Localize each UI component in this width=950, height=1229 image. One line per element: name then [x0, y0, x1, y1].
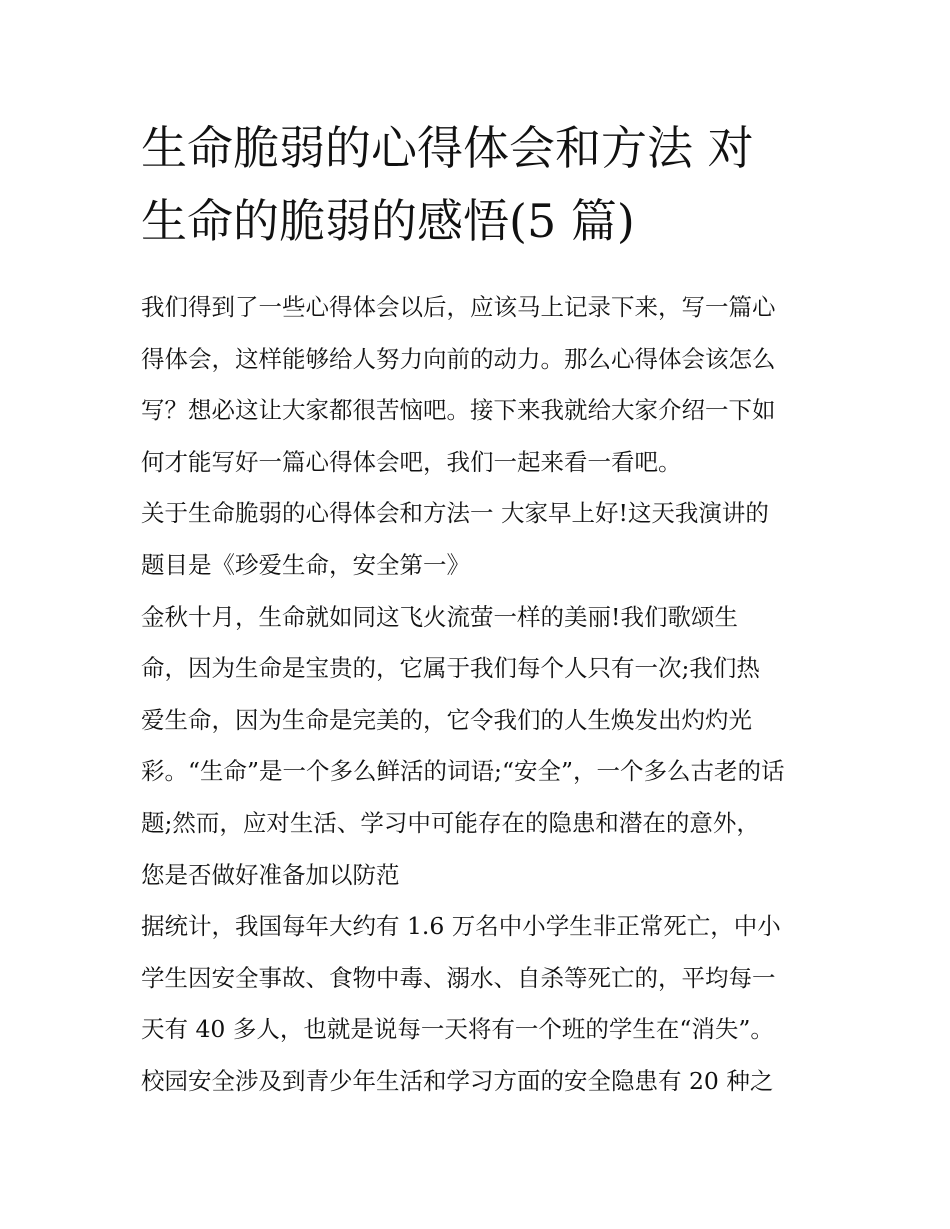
body-line: 金秋十月，生命就如同这飞火流萤一样的美丽!我们歌颂生	[141, 602, 738, 631]
document-title	[141, 112, 813, 258]
body-line: 何才能写好一篇心得体会吧，我们一起来看一看吧。	[141, 447, 682, 476]
body-line: 彩。“生命”是一个多么鲜活的词语;“安全”，一个多么古老的话	[141, 757, 785, 786]
title-line: 生命脆弱的心得体会和方法 对	[141, 121, 754, 175]
body-line: 天有 40 多人，也就是说每一天将有一个班的学生在“消失”。	[141, 1015, 774, 1044]
body-line: 题目是《珍爱生命，安全第一》	[141, 550, 470, 579]
body-line: 学生因安全事故、食物中毒、溺水、自杀等死亡的，平均每一	[141, 963, 776, 992]
body-line: 写？想必这让大家都很苦恼吧。接下来我就给大家介绍一下如	[141, 396, 776, 425]
title-line: 生命的脆弱的感悟(5 篇)	[141, 194, 635, 248]
body-line: 校园安全涉及到青少年生活和学习方面的安全隐患有 20 种之	[141, 1066, 774, 1095]
body-line: 题;然而，应对生活、学习中可能存在的隐患和潜在的意外，	[141, 808, 760, 837]
document-page	[141, 112, 813, 1108]
body-line: 您是否做好准备加以防范	[141, 860, 400, 889]
document-body	[141, 282, 813, 1108]
body-line: 我们得到了一些心得体会以后，应该马上记录下来，写一篇心	[141, 293, 776, 321]
body-line: 据统计，我国每年大约有 1.6 万名中小学生非正常死亡，中小	[141, 912, 781, 941]
body-line: 得体会，这样能够给人努力向前的动力。那么心得体会该怎么	[141, 344, 776, 373]
body-line: 命，因为生命是宝贵的，它属于我们每个人只有一次;我们热	[141, 654, 760, 683]
body-line: 爱生命，因为生命是完美的，它令我们的人生焕发出灼灼光	[141, 705, 752, 734]
body-line: 关于生命脆弱的心得体会和方法一 大家早上好!这天我演讲的	[141, 499, 769, 528]
